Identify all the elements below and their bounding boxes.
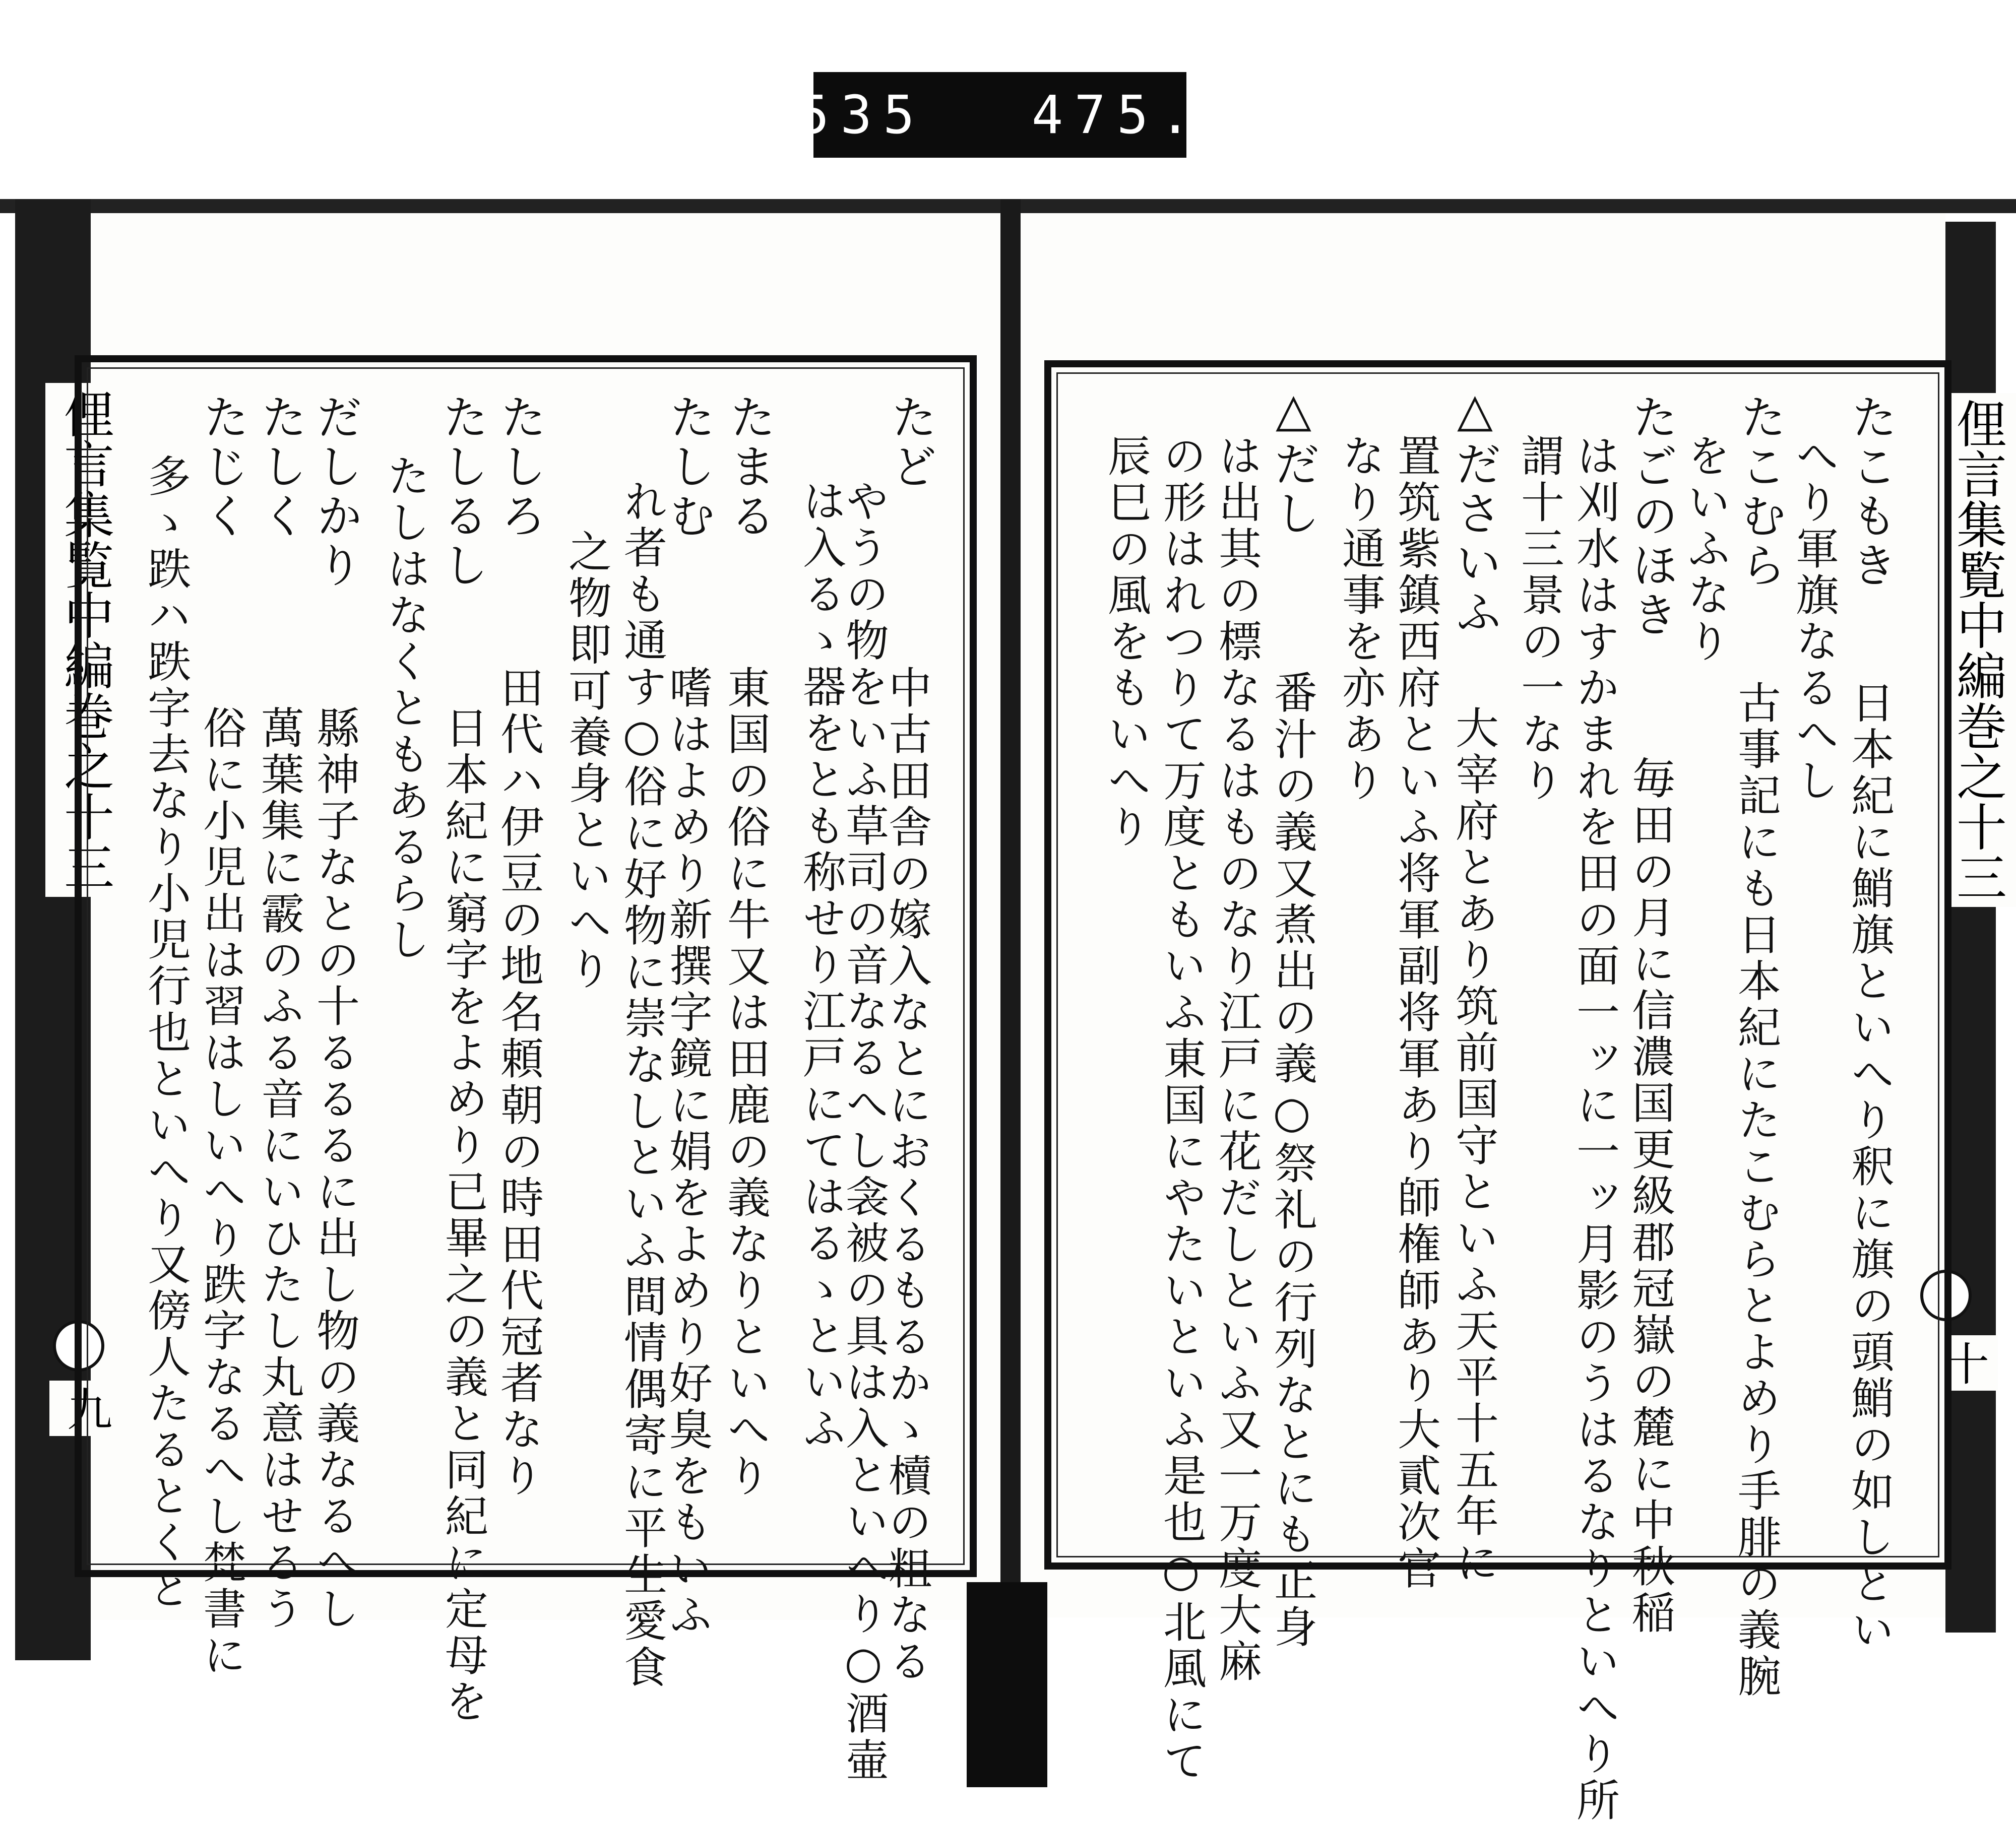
left-col: 中古田舎の嫁入なとにおくるもるかゝ櫝の粗なる [881, 665, 931, 1685]
left-col: 東国の俗に牛又は田鹿の義なりといへり [720, 665, 770, 1500]
left-margin-title: 俚言集覧中編巻之十三 [45, 383, 124, 897]
right-col: たごのほき [1624, 393, 1678, 640]
book-gutter [1000, 199, 1021, 1787]
right-folio: 十 [1926, 1335, 1998, 1391]
archive-label [797, 72, 1203, 158]
left-col: たど [884, 393, 937, 492]
left-col: たしろ [493, 393, 547, 541]
left-col: だしかり [309, 393, 363, 591]
right-margin-title: 俚言集覧中編巻之十三 [1938, 393, 2016, 907]
right-col: なり通事を亦あり [1335, 433, 1385, 804]
left-col: 嗜はよめり新撰字鏡に娟をよめり好臭をもいふ [662, 665, 712, 1639]
left-col: やうの物をいふ草司の音なるへし衾被の具は入といへり○酒壷 [838, 479, 889, 1784]
right-col: へり軍旗なるへし [1788, 433, 1839, 804]
left-col: 日本紀に窮字をよめり已畢之の義と同紀に定母を [437, 705, 488, 1725]
label-left-number: 535 [797, 84, 926, 146]
right-col: 大宰府とあり筑前国守といふ天平十五年に [1448, 705, 1498, 1586]
left-col: たしるし [435, 393, 489, 591]
left-col: たじく [196, 393, 249, 541]
right-col: たこもき [1844, 393, 1898, 591]
left-col: 縣神子なとの十るるるに出し物の義なるへし [309, 705, 359, 1633]
left-col: たしはなくともあるらし [380, 453, 430, 963]
right-col: 番汁の義又煮出の義○祭礼の行列なとにも正身 [1267, 670, 1317, 1651]
right-col: 日本紀に鮹旗といへり釈に旗の頭鮹の如しとい [1844, 680, 1894, 1654]
left-col: れ者も通す○俗に好物に崇なしといふ間情偶寄に平生愛食 [616, 479, 667, 1691]
right-col: 毎田の月に信濃国更級郡冠嶽の麓に中秋稲 [1624, 756, 1675, 1637]
right-col: 古事記にも日本紀にたこむらとよめり手腓の義腕 [1730, 680, 1781, 1700]
left-col: 俗に小児出は習はしいへり跌字なるへし梵書に [196, 705, 246, 1679]
left-col: 田代ハ伊豆の地名頼朝の時田代冠者なり [493, 665, 543, 1500]
left-col: 之物即可養身といへり [561, 529, 611, 993]
gutter-shadow [967, 1582, 1047, 1787]
right-col: △ださいふ [1448, 383, 1502, 637]
right-col: 謂十三景の一なり [1514, 433, 1564, 804]
right-col: は刈水はすかまれを田の面一ッに一ッ月影のうはるなりといへり所 [1569, 433, 1619, 1824]
left-col: たしむ [662, 393, 716, 541]
left-col: 萬葉集に霰のふる音にいひたし丸意はせるう [254, 705, 304, 1633]
right-col: △だし [1267, 383, 1320, 539]
left-col: 多ゝ跌ハ跌字去なり小児行也といへり又傍人たるとくと [140, 453, 191, 1612]
left-folio: 九 [49, 1381, 121, 1436]
left-col: たしく [254, 393, 307, 541]
left-col: たまる [722, 393, 776, 541]
right-col: 置筑紫鎮西府といふ将軍副将軍あり師権師あり大貳次官 [1390, 433, 1440, 1592]
right-col: の形はれつりて万度ともいふ東国にやたいといふ是也○北風にて [1156, 433, 1206, 1785]
right-col: は出其の標なるはものなり江戸に花だしといふ又一万度大麻 [1211, 433, 1262, 1685]
right-col: たこむら [1733, 393, 1787, 591]
right-col: 辰巳の風をもいへり [1100, 433, 1151, 851]
right-col: をいふなり [1680, 433, 1730, 665]
left-col: は入るゝ器をとも称せり江戸にてはるゝといふ [795, 479, 846, 1452]
label-right-number: 475. [1031, 84, 1203, 146]
